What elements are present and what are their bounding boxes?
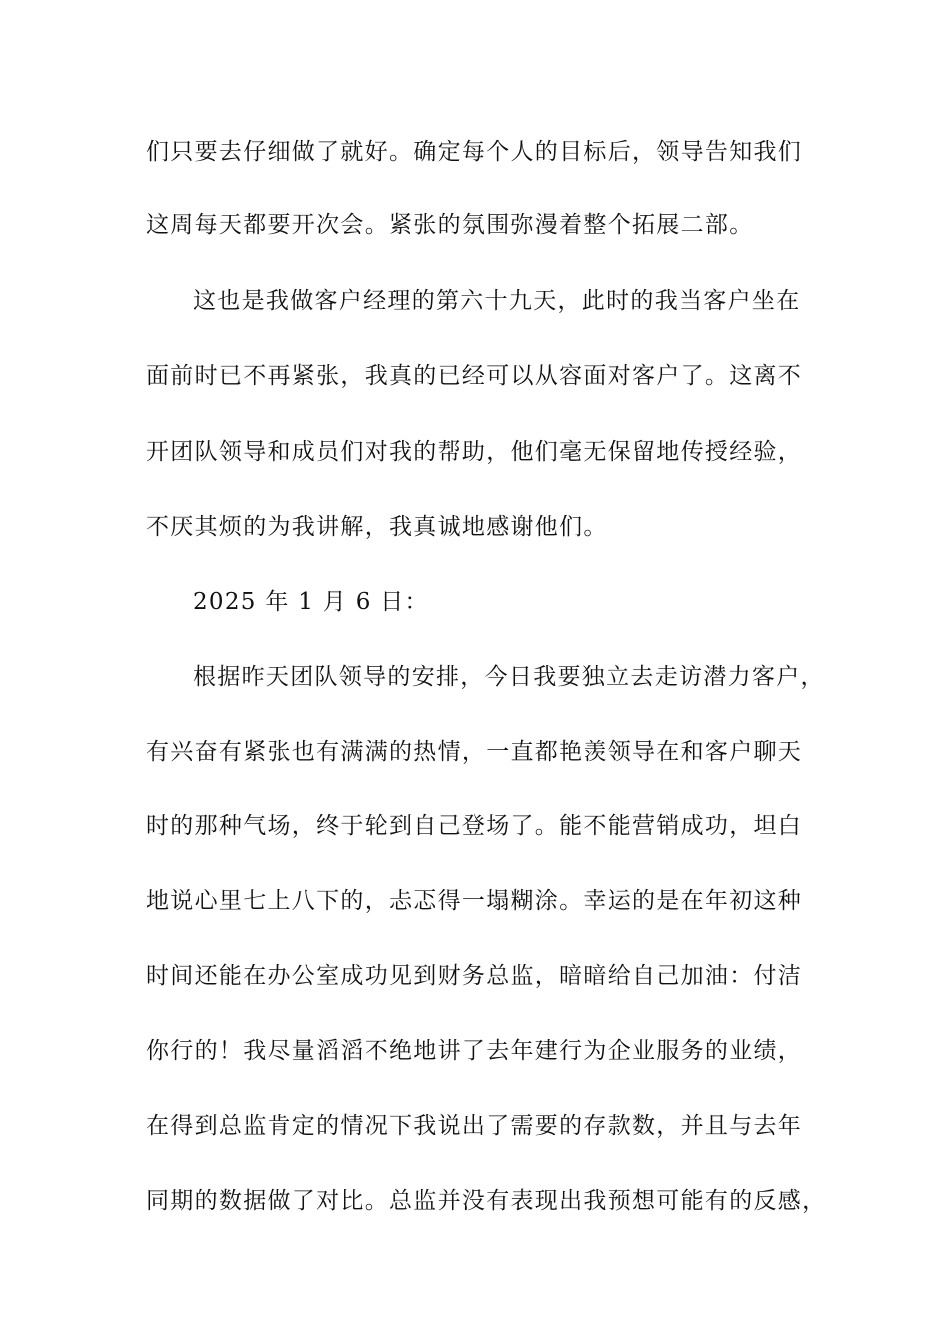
text-line-11: 地说心里七上八下的，忐忑得一塌糊涂。幸运的是在年初这种 bbox=[146, 888, 803, 914]
text-line-6: 不厌其烦的为我讲解，我真诚地感谢他们。 bbox=[146, 514, 608, 540]
text-line-12: 时间还能在办公室成功见到财务总监，暗暗给自己加油：付洁 bbox=[146, 963, 803, 989]
text-line-15: 同期的数据做了对比。总监并没有表现出我预想可能有的反感， bbox=[146, 1188, 827, 1214]
text-line-9: 有兴奋有紧张也有满满的热情，一直都艳羡领导在和客户聊天 bbox=[146, 739, 803, 765]
paragraph-start-line-8: 根据昨天团队领导的安排，今日我要独立去走访潜力客户， bbox=[193, 664, 825, 690]
text-line-2: 这周每天都要开次会。紧张的氛围弥漫着整个拓展二部。 bbox=[146, 212, 754, 238]
date-heading: 2025 年 1 月 6 日： bbox=[193, 589, 429, 615]
paragraph-start-line-3: 这也是我做客户经理的第六十九天，此时的我当客户坐在 bbox=[193, 288, 801, 314]
text-line-4: 面前时已不再紧张，我真的已经可以从容面对客户了。这离不 bbox=[146, 363, 803, 389]
text-line-14: 在得到总监肯定的情况下我说出了需要的存款数，并且与去年 bbox=[146, 1113, 803, 1139]
text-line-10: 时的那种气场，终于轮到自己登场了。能不能营销成功，坦白 bbox=[146, 813, 803, 839]
text-line-1: 们只要去仔细做了就好。确定每个人的目标后，领导告知我们 bbox=[146, 139, 803, 165]
text-line-5: 开团队领导和成员们对我的帮助，他们毫无保留地传授经验， bbox=[146, 439, 803, 465]
text-line-13: 你行的！我尽量滔滔不绝地讲了去年建行为企业服务的业绩， bbox=[146, 1038, 803, 1064]
